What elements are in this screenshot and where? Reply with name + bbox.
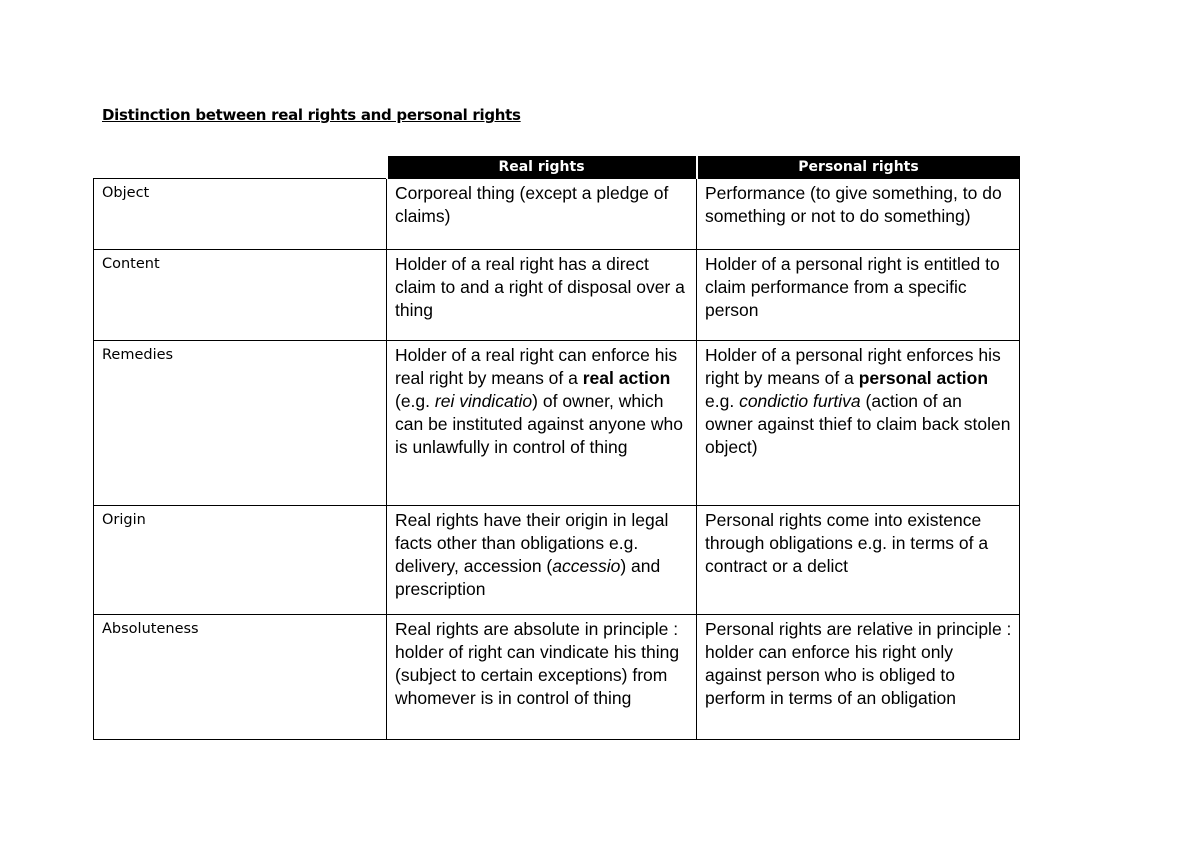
text-run: e.g. (705, 391, 740, 411)
header-real-rights: Real rights (387, 156, 697, 179)
real-rights-cell: Holder of a real right has a direct claim to and a right of disposal over a thing (387, 250, 697, 341)
table-row-origin (94, 506, 1020, 615)
row-label: Remedies (94, 341, 387, 506)
row-label: Content (94, 250, 387, 341)
table-header (94, 156, 1020, 179)
text-run: (e.g. (395, 391, 435, 411)
header-personal-rights: Personal rights (697, 156, 1020, 179)
row-label: Object (94, 179, 387, 250)
personal-rights-cell: Personal rights are relative in principle : holder can enforce his right only against person who is obliged to perform in terms of an obligation (697, 615, 1020, 740)
document-title: Distinction between real rights and personal rights (102, 106, 521, 124)
rights-comparison-table (93, 156, 1020, 740)
text-run: Real rights have their origin in legal facts other than obligations e.g. delivery, accession ( (395, 510, 669, 576)
personal-rights-cell (697, 341, 1020, 506)
table-row-remedies (94, 341, 1020, 506)
italic-term: rei vindicatio (434, 391, 533, 411)
real-rights-cell (387, 506, 697, 615)
text-run: Holder of a real right can enforce his real right by means of a (395, 345, 678, 388)
row-label: Origin (94, 506, 387, 615)
table-row-content (94, 250, 1020, 341)
italic-term: accessio (552, 556, 621, 576)
personal-rights-cell: Personal rights come into existence through obligations e.g. in terms of a contract or a delict (697, 506, 1020, 615)
table-row-object (94, 179, 1020, 250)
real-rights-cell: Real rights are absolute in principle : holder of right can vindicate his thing (subject to certain exceptions) from whomever is in control of thing (387, 615, 697, 740)
row-label: Absoluteness (94, 615, 387, 740)
bold-term: real action (582, 368, 671, 388)
bold-term: personal action (858, 368, 989, 388)
table-row-absoluteness (94, 615, 1020, 740)
text-run: ) and prescription (395, 556, 661, 599)
text-run: Holder of a personal right enforces his right by means of a (705, 345, 1001, 388)
text-run: ) of owner, which can be instituted against anyone who is unlawfully in control of thing (395, 391, 683, 457)
real-rights-cell (387, 341, 697, 506)
italic-term: condictio furtiva (739, 391, 861, 411)
personal-rights-cell: Performance (to give something, to do something or not to do something) (697, 179, 1020, 250)
personal-rights-cell: Holder of a personal right is entitled to claim performance from a specific person (697, 250, 1020, 341)
text-run: (action of an owner against thief to claim back stolen object) (705, 391, 1011, 457)
header-blank-cell (94, 156, 387, 179)
real-rights-cell: Corporeal thing (except a pledge of claims) (387, 179, 697, 250)
